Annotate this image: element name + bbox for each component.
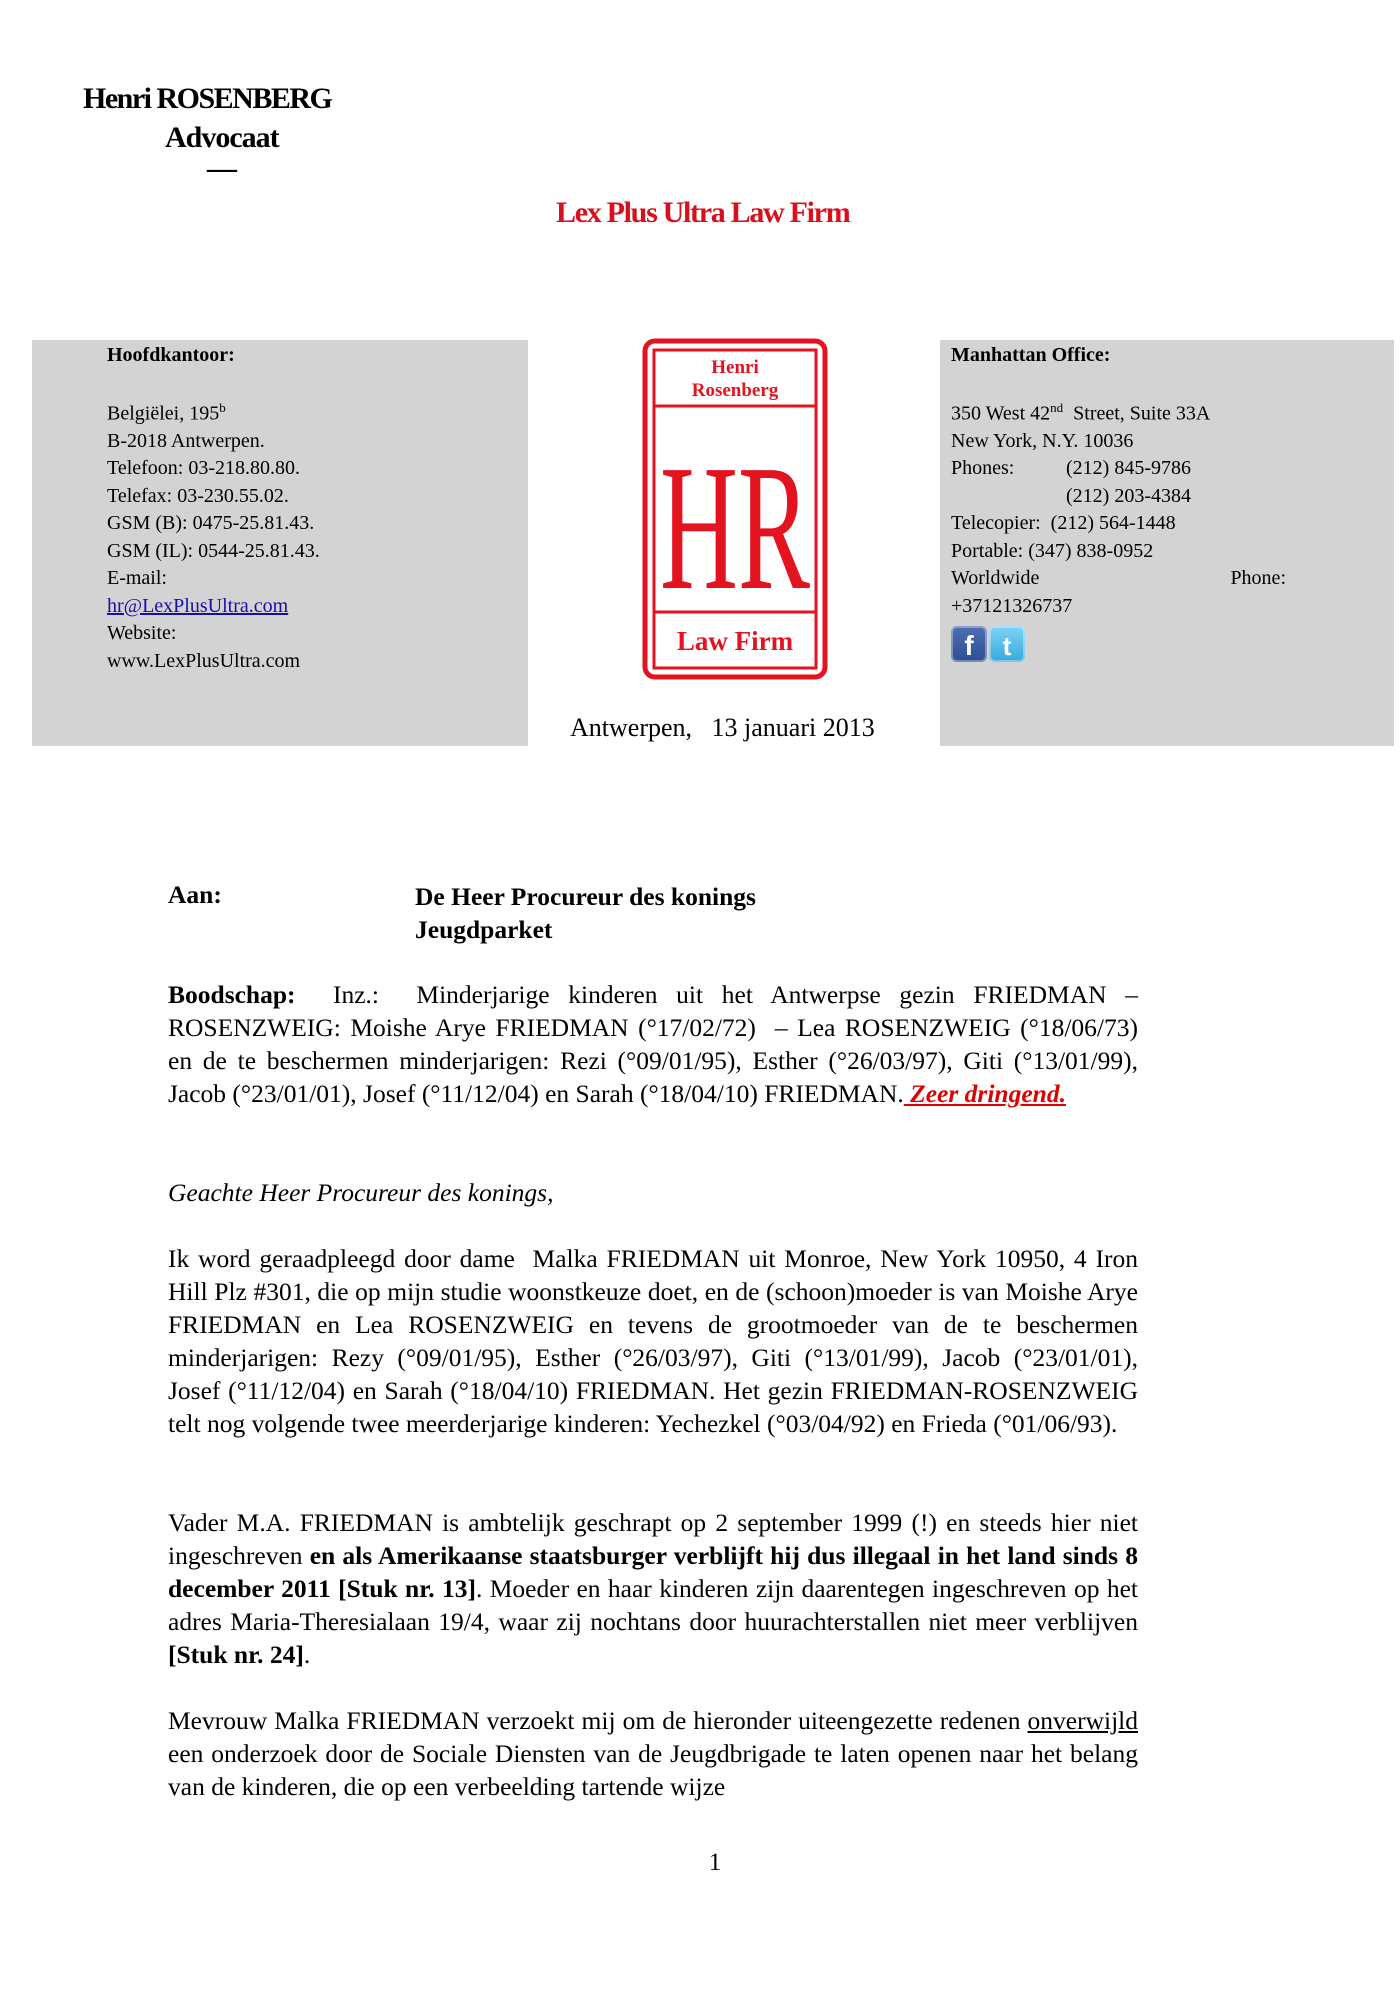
paragraph-2 — [168, 1506, 1138, 1671]
firm-name: Lex Plus Ultra Law Firm — [556, 196, 850, 229]
manhattan-office-heading: Manhattan Office: — [951, 344, 1111, 366]
street-superscript: b — [219, 399, 226, 415]
head-office-phone: Telefoon: 03-218.80.80. — [107, 457, 301, 480]
head-office-heading: Hoofdkantoor: — [107, 344, 235, 366]
logo-graphic — [642, 338, 828, 680]
paragraph-2-part1: Vader M.A. FRIEDMAN is ambtelijk geschrapt op 2 september 1999 (!) en steeds hier niet ingeschreven — [168, 1508, 1138, 1570]
phone-2: (212) 203-4384 — [1066, 484, 1191, 507]
worldwide-number: +37121326737 — [951, 594, 1073, 617]
paragraph-3-underlined: onverwijld — [1027, 1706, 1138, 1735]
website-label: Website: — [107, 622, 177, 645]
phone-1: (212) 845-9786 — [1066, 457, 1191, 480]
addressee-line2: Jeugdparket — [415, 915, 553, 944]
addressee-line1: De Heer Procureur des konings — [415, 882, 756, 911]
salutation: Geachte Heer Procureur des konings, — [168, 1178, 554, 1207]
logo-monogram: HR — [660, 428, 810, 627]
phones-label: Phones: — [951, 457, 1015, 480]
paragraph-2-bold1: en als Amerikaanse staatsburger verblijft hij dus illegaal in het land sinds 8 december 2011 [Stuk nr. 13] — [168, 1541, 1138, 1603]
email-link[interactable]: hr@LexPlusUltra.com — [107, 594, 289, 617]
email-label: E-mail: — [107, 567, 167, 590]
paragraph-1: Ik word geraadpleegd door dame Malka FRIEDMAN uit Monroe, New York 10950, 4 Iron Hill Plz #301, die op mijn studie woonstkeuze doet, en de (schoon)moeder is van Moishe Arye FRIEDMAN en Lea ROSENZWEIG en tevens de grootmoeder van de te beschermen minderjarigen: Rezy (°09/01/95), Esther (°26/03/97), Giti (°13/01/99), Jacob (°23/01/01), Josef (°11/12/04) en Sarah (°18/04/10) FRIEDMAN. Het gezin FRIEDMAN-ROSENZWEIG telt nog volgende twee meerderjarige kinderen: Yechezkel (°03/04/92) en Frieda (°01/06/93). — [168, 1244, 1145, 1438]
twitter-icon[interactable]: t — [989, 626, 1025, 662]
manhattan-city: New York, N.Y. 10036 — [951, 429, 1134, 452]
street-superscript: nd — [1050, 399, 1064, 415]
addressee-label: Aan: — [168, 880, 222, 909]
head-office-city: B-2018 Antwerpen. — [107, 429, 265, 452]
addressee — [415, 880, 756, 946]
paragraph-3-part1: Mevrouw Malka FRIEDMAN verzoekt mij om de hieronder uiteengezette redenen — [168, 1706, 1028, 1735]
page-number: 1 — [708, 1849, 722, 1876]
head-office-gsm-b: GSM (B): 0475-25.81.43. — [107, 512, 315, 535]
author-title: Advocaat — [165, 121, 279, 154]
author-name: Henri ROSENBERG — [83, 82, 332, 115]
portable: Portable: (347) 838-0952 — [951, 539, 1154, 562]
head-office-gsm-il: GSM (IL): 0544-25.81.43. — [107, 539, 320, 562]
paragraph-2-part2: . Moeder en haar kinderen zijn daarentegen ingeschreven op het adres Maria-Theresialaan 19/4, waar zij nochtans door huurachterstallen niet meer verblijven — [168, 1574, 1138, 1636]
phones-row — [951, 455, 1286, 483]
logo-top-line2: Rosenberg — [691, 380, 779, 401]
phone-label: Phone: — [1230, 567, 1286, 590]
worldwide-row — [951, 565, 1286, 593]
street-b: Street, Suite 33A — [1063, 402, 1211, 425]
head-office-street — [107, 394, 320, 428]
worldwide-label: Worldwide — [951, 567, 1040, 590]
street-a: 350 West 42 — [951, 402, 1051, 425]
manhattan-office-box — [940, 340, 1394, 746]
paragraph-2-part3: . — [303, 1640, 311, 1669]
urgent-note: Zeer dringend. — [903, 1079, 1066, 1108]
date-line: Antwerpen, 13 januari 2013 — [570, 713, 875, 742]
phones-row-2 — [951, 483, 1286, 511]
head-office-fax: Telefax: 03-230.55.02. — [107, 484, 289, 507]
paragraph-3-part2: een onderzoek door de Sociale Diensten van de Jeugdbrigade te laten openen naar het belang van de kinderen, die op een verbeelding tartende wijze — [168, 1739, 1138, 1801]
logo-top-line1: Henri — [711, 357, 759, 378]
header-dash: — — [207, 152, 237, 185]
paragraph-3 — [168, 1704, 1138, 1803]
head-office-box — [32, 340, 528, 746]
telecopier: Telecopier: (212) 564-1448 — [951, 512, 1176, 535]
message-paragraph — [168, 978, 1145, 1110]
street-text: Belgiëlei, 195 — [107, 402, 220, 425]
message-text: Inz.: Minderjarige kinderen uit het Antwerpse gezin FRIEDMAN – ROSENZWEIG: Moishe Arye FRIEDMAN (°17/02/72) – Lea ROSENZWEIG (°18/06/73) en de te beschermen minderjarigen: Rezi (°09/01/95), Esther (°26/03/97), Giti (°13/01/99), Jacob (°23/01/01), Josef (°11/12/04) en Sarah (°18/04/10) FRIEDMAN. — [168, 980, 1145, 1108]
paragraph-2-bold2: [Stuk nr. 24] — [168, 1640, 304, 1669]
message-label: Boodschap: — [168, 980, 296, 1009]
facebook-icon[interactable]: f — [951, 626, 987, 662]
firm-logo — [642, 338, 828, 680]
website-text: www.LexPlusUltra.com — [107, 649, 301, 672]
manhattan-street — [951, 394, 1286, 428]
social-icons — [951, 626, 1286, 662]
logo-bottom-text: Law Firm — [676, 626, 794, 656]
